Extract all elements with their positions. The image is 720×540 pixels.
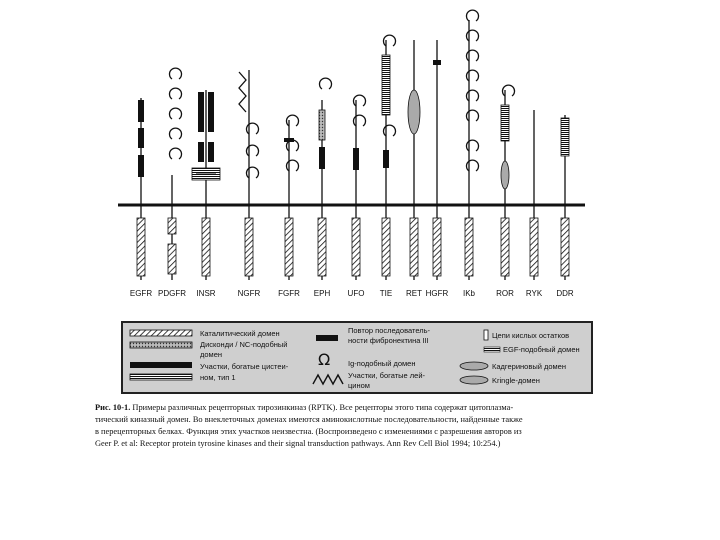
cys-rich-block [208,142,214,162]
discoidin-domain [561,118,569,156]
cys-rich-block [353,148,359,170]
receptor-label: UFO [347,289,365,298]
ig-like-loop [170,88,182,99]
egf-like-swatch [484,347,500,352]
ig-like-loop [354,115,366,126]
kringle-icon [460,376,488,384]
kinase-domain [168,244,176,274]
svg-text:Ig-подобный домен [348,359,416,368]
kinase-domain [530,218,538,276]
ig-like-loop [467,160,479,171]
legend-text: Кадгериновый домен [492,362,566,371]
kringle-domain [501,161,509,189]
legend [122,322,592,393]
ig-like-loop [247,145,259,156]
ig-like-icon: Ω [318,350,331,369]
ig-like-loop [354,95,366,106]
receptor-label: EPH [313,289,331,298]
svg-text:домен [200,350,222,359]
svg-text:EGF-подобный домен [503,345,580,354]
ig-like-loop [247,167,259,178]
caption-line: Geer P. et al: Receptor protein tyrosine kinases and their signal transduction pathways. Ann Rev Cell Biol 1994; 10:254.) [95,439,501,448]
cys-rich-block [208,92,214,132]
acidic-box [284,138,294,142]
receptor-structures [137,10,569,280]
cadherin-icon [460,362,488,370]
legend-text: ном, тип 1 [200,373,236,382]
cys-rich-block [198,92,204,132]
receptor-label: INSR [196,289,216,298]
legend-text: цином [348,381,370,390]
ig-like-loop [287,115,299,126]
receptor-label: RYK [525,289,543,298]
kinase-domain [352,218,360,276]
legend-text: домен [200,350,223,359]
ig-like-loop [320,78,332,89]
svg-text:Участки, богатые цистеи- [200,362,289,371]
receptor-labels [130,289,574,298]
cys-rich-block [138,128,144,148]
receptor-label: HGFR [425,289,449,298]
kinase-domain [410,218,418,276]
cadherin-domain [408,90,420,134]
kinase-domain [561,218,569,276]
receptor-label: DDR [556,289,574,298]
svg-text:ности фибронектина III [348,336,429,345]
kringle-region [501,105,509,141]
svg-text:Цепи кислых остатков [492,331,569,340]
leucine-rich-zigzag [239,72,246,112]
ig-like-loop [467,90,479,101]
kinase-domain [465,218,473,276]
receptor-label: NGFR [237,289,261,298]
kinase-domain [202,218,210,276]
legend-text: Цепи кислых остатков [492,331,570,340]
receptor-label: TIE [379,289,393,298]
kinase-domain [285,218,293,276]
legend-text: Участки, богатые цистеи- [200,362,289,371]
legend-text: Дисконди / NC-подобный [200,340,288,349]
legend-text: Ig-подобный домен [348,359,416,368]
ig-like-loop [170,108,182,119]
receptor-label: RET [406,289,422,298]
svg-text:Дисконди / NC-подобный [200,340,287,349]
cys-rich-swatch [130,362,192,368]
kinase-domain [168,218,176,234]
cys-rich-block [138,100,144,122]
ig-like-loop [503,85,515,96]
legend-text: Участки, богатые лей- [348,371,426,380]
svg-text:цином [348,381,370,390]
ig-like-loop [467,10,479,21]
receptor-label: IKb [462,289,476,298]
kinase-domain [382,218,390,276]
egf-like-region [382,55,390,115]
acidic-box [433,60,441,65]
legend-text: EGF-подобный домен [503,345,580,354]
cys-rich-block [198,142,204,162]
svg-text:Kringle-домен [492,376,540,385]
fn3-swatch [316,335,338,341]
ig-like-loop [467,30,479,41]
kinase-domain [433,218,441,276]
legend-text: ности фибронектина III [348,336,429,345]
caption-line: Примеры различных рецепторных тирозинкиназ (RPTK). Все рецепторы этого типа содержат цитоплазма- [132,403,514,412]
svg-text:Каталитический домен [200,329,280,338]
ig-like-loop [384,35,396,46]
receptor-label: FGFR [278,289,300,298]
receptor-label: ROR [496,289,514,298]
kinase-domain [245,218,253,276]
receptor-label: PDGFR [158,289,186,298]
svg-text:Кадгериновый домен [492,362,566,371]
receptor-label: EGFR [129,289,153,298]
svg-text:ном, тип 1 [200,373,236,382]
svg-text:Участки, богатые лей- [348,371,426,380]
cys-rich-block [319,147,325,169]
catalytic-domain-swatch [130,330,192,336]
caption-line: в перецепторных белках. Функция этих участков неизвестна. (Воспроизведено с изменениями с разрешения авторов из [95,427,522,436]
ig-like-loop [467,110,479,121]
figure-caption [95,402,635,450]
ig-like-loop [467,50,479,61]
legend-text: Каталитический домен [200,329,280,338]
discoidin-domain-swatch [130,342,192,348]
eph-ligand-domain [319,110,325,140]
kinase-domain [318,218,326,276]
caption-line: тический киназный домен. Во внеклеточных доменах имеются аминокислотные последовательности, найденные также [95,415,523,424]
svg-text:Повтор последователь- [348,326,431,335]
acidic-swatch [484,330,488,340]
ig-like-loop [287,160,299,171]
ig-like-loop [467,140,479,151]
cys-rich-2-swatch [130,374,192,380]
kinase-domain [501,218,509,276]
caption-title: Рис. 10-1. [95,403,131,412]
legend-text: Повтор последователь- [348,326,431,335]
ig-like-loop [247,123,259,134]
ig-like-loop [170,128,182,139]
ig-like-loop [383,125,395,136]
kinase-domain [137,218,145,276]
cys-rich-block [383,150,389,168]
ig-like-loop [170,148,182,159]
cys-rich-block [138,155,144,177]
ig-like-loop [170,68,182,79]
ig-like-loop [467,70,479,81]
legend-text: Kringle-домен [492,376,540,385]
